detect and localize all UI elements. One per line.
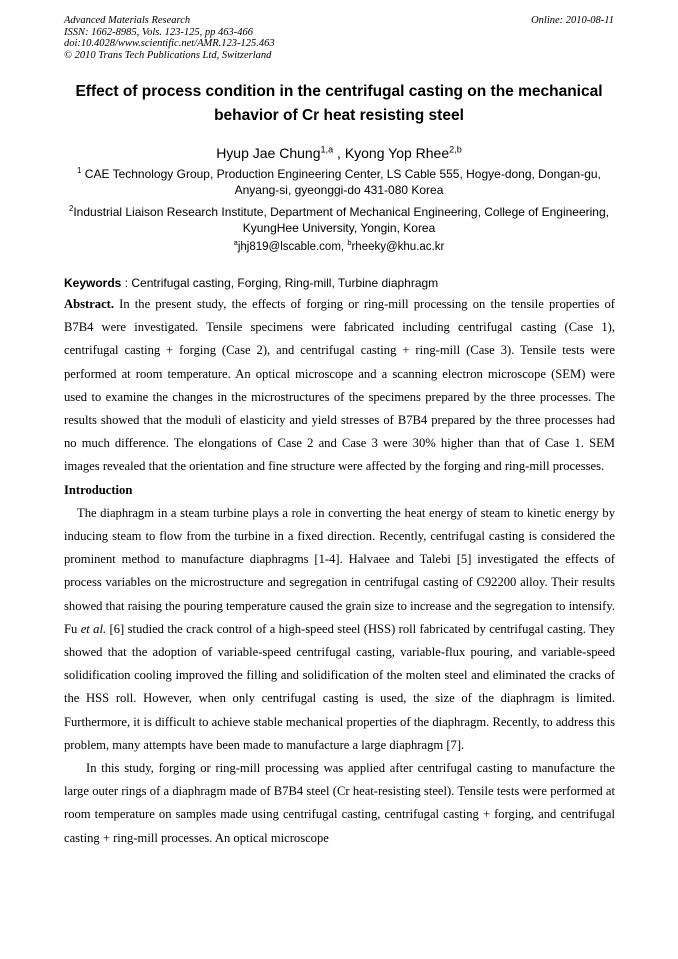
abstract — [64, 293, 615, 479]
keywords-text: : Centrifugal casting, Forging, Ring-mill, Turbine diaphragm — [124, 276, 439, 290]
abstract-label: Abstract. — [64, 297, 115, 311]
online-date: Online: 2010-08-11 — [531, 15, 614, 26]
doi-line: doi:10.4028/www.scientific.net/AMR.123-125.463 — [64, 38, 275, 49]
email-b: rheeky@khu.ac.kr — [351, 241, 445, 253]
title-line-1: Effect of process condition in the centrifugal casting on the mechanical — [75, 83, 603, 100]
email-a-mark: a — [233, 238, 238, 248]
introduction-heading: Introduction — [64, 482, 133, 497]
keywords-label: Keywords — [64, 276, 122, 290]
author-1: Hyup Jae Chung — [216, 145, 321, 161]
intro-p1-part2: [6] studied the crack control of a high-speed steel (HSS) roll fabricated by centrifugal casting. They showed that the adoption of variable-speed centrifugal casting, variable-flux pouring, and variable-speed solidification cooling improved the filling and solidification of the molten steel and eliminated the cracks of the HSS roll. However, when only centrifugal casting is used, the size of the diaphragm is limited. Furthermore, it is difficult to achieve stable mechanical properties of the diaphragm. Recently, to address this problem, many attempts have been made to manufacture a large diaphragm [7]. — [64, 621, 615, 752]
intro-p1-etal: et al. — [80, 621, 107, 636]
email-a: jhj819@lscable.com, — [237, 241, 345, 253]
paper-title — [40, 80, 638, 128]
affiliation-1-text: CAE Technology Group, Production Engineering Center, LS Cable 555, Hogye-dong, Dongan-gu, Anyang-si, gyeonggi-do 431-080 Korea — [84, 167, 601, 197]
author-1-affil-mark: 1,a — [320, 144, 334, 155]
author-2-affil-mark: 2,b — [449, 144, 462, 155]
paper-body — [64, 293, 615, 850]
author-emails — [40, 240, 638, 255]
intro-p1-part1: The diaphragm in a steam turbine plays a role in converting the heat energy of steam to kinetic energy by inducing steam to flow from the turbine in a fixed direction. Recently, centrifugal casting is considered the prominent method to manufacture diaphragms [1-4]. Halvaee and Talebi [5] investigated the effects of process variables on the microstructure and segregation in centrifugal casting of C92200 alloy. Their results showed that raising the pouring temperature caused the grain size to increase and the segregation to intensify. Fu — [64, 505, 615, 636]
author-separator: , — [337, 145, 341, 161]
journal-name: Advanced Materials Research — [64, 15, 191, 26]
introduction-paragraph-2: In this study, forging or ring-mill processing was applied after centrifugal casting to manufacture the large outer rings of a diaphragm made of B7B4 steel (Cr heat-resisting steel). Tensile tests were performed at room temperature on samples made using centrifugal casting, centrifugal casting + forging, and centrifugal casting + ring-mill processes. An optical microscope — [64, 761, 615, 845]
affiliation-2-mark: 2 — [69, 204, 74, 213]
copyright-line: © 2010 Trans Tech Publications Ltd, Switzerland — [64, 49, 272, 61]
issn-line: ISSN: 1662-8985, Vols. 123-125, pp 463-466 — [64, 26, 253, 38]
author-list — [40, 143, 638, 163]
title-line-2: behavior of Cr heat resisting steel — [214, 107, 464, 124]
affiliation-2 — [55, 205, 623, 236]
affiliation-1-mark: 1 — [77, 166, 82, 175]
introduction-paragraph-1 — [64, 502, 615, 757]
keywords — [64, 275, 624, 291]
affiliation-2-text: Industrial Liaison Research Institute, Department of Mechanical Engineering, College of Engineering, KyungHee University, Yongin, Korea — [73, 205, 609, 235]
journal-header — [64, 15, 275, 61]
affiliation-1 — [55, 167, 623, 198]
author-2: Kyong Yop Rhee — [344, 145, 450, 161]
email-b-mark: b — [347, 238, 352, 248]
abstract-text: In the present study, the effects of forging or ring-mill processing on the tensile properties of B7B4 were investigated. Tensile specimens were fabricated including centrifugal casting (Case 1), centrifugal casting + forging (Case 2), and centrifugal casting + ring-mill (Case 3). Tensile tests were performed at room temperature. An optical microscope and a scanning electron microscope (SEM) were used to examine the changes in the microstructures of the specimens prepared by the three processes. The results showed that the moduli of elasticity and yield stresses of B7B4 prepared by the three processes had no much difference. The elongations of Case 2 and Case 3 were 30% higher than that of Case 1. SEM images revealed that the orientation and fine structure were affected by the forging and ring-mill processes. — [64, 297, 615, 474]
